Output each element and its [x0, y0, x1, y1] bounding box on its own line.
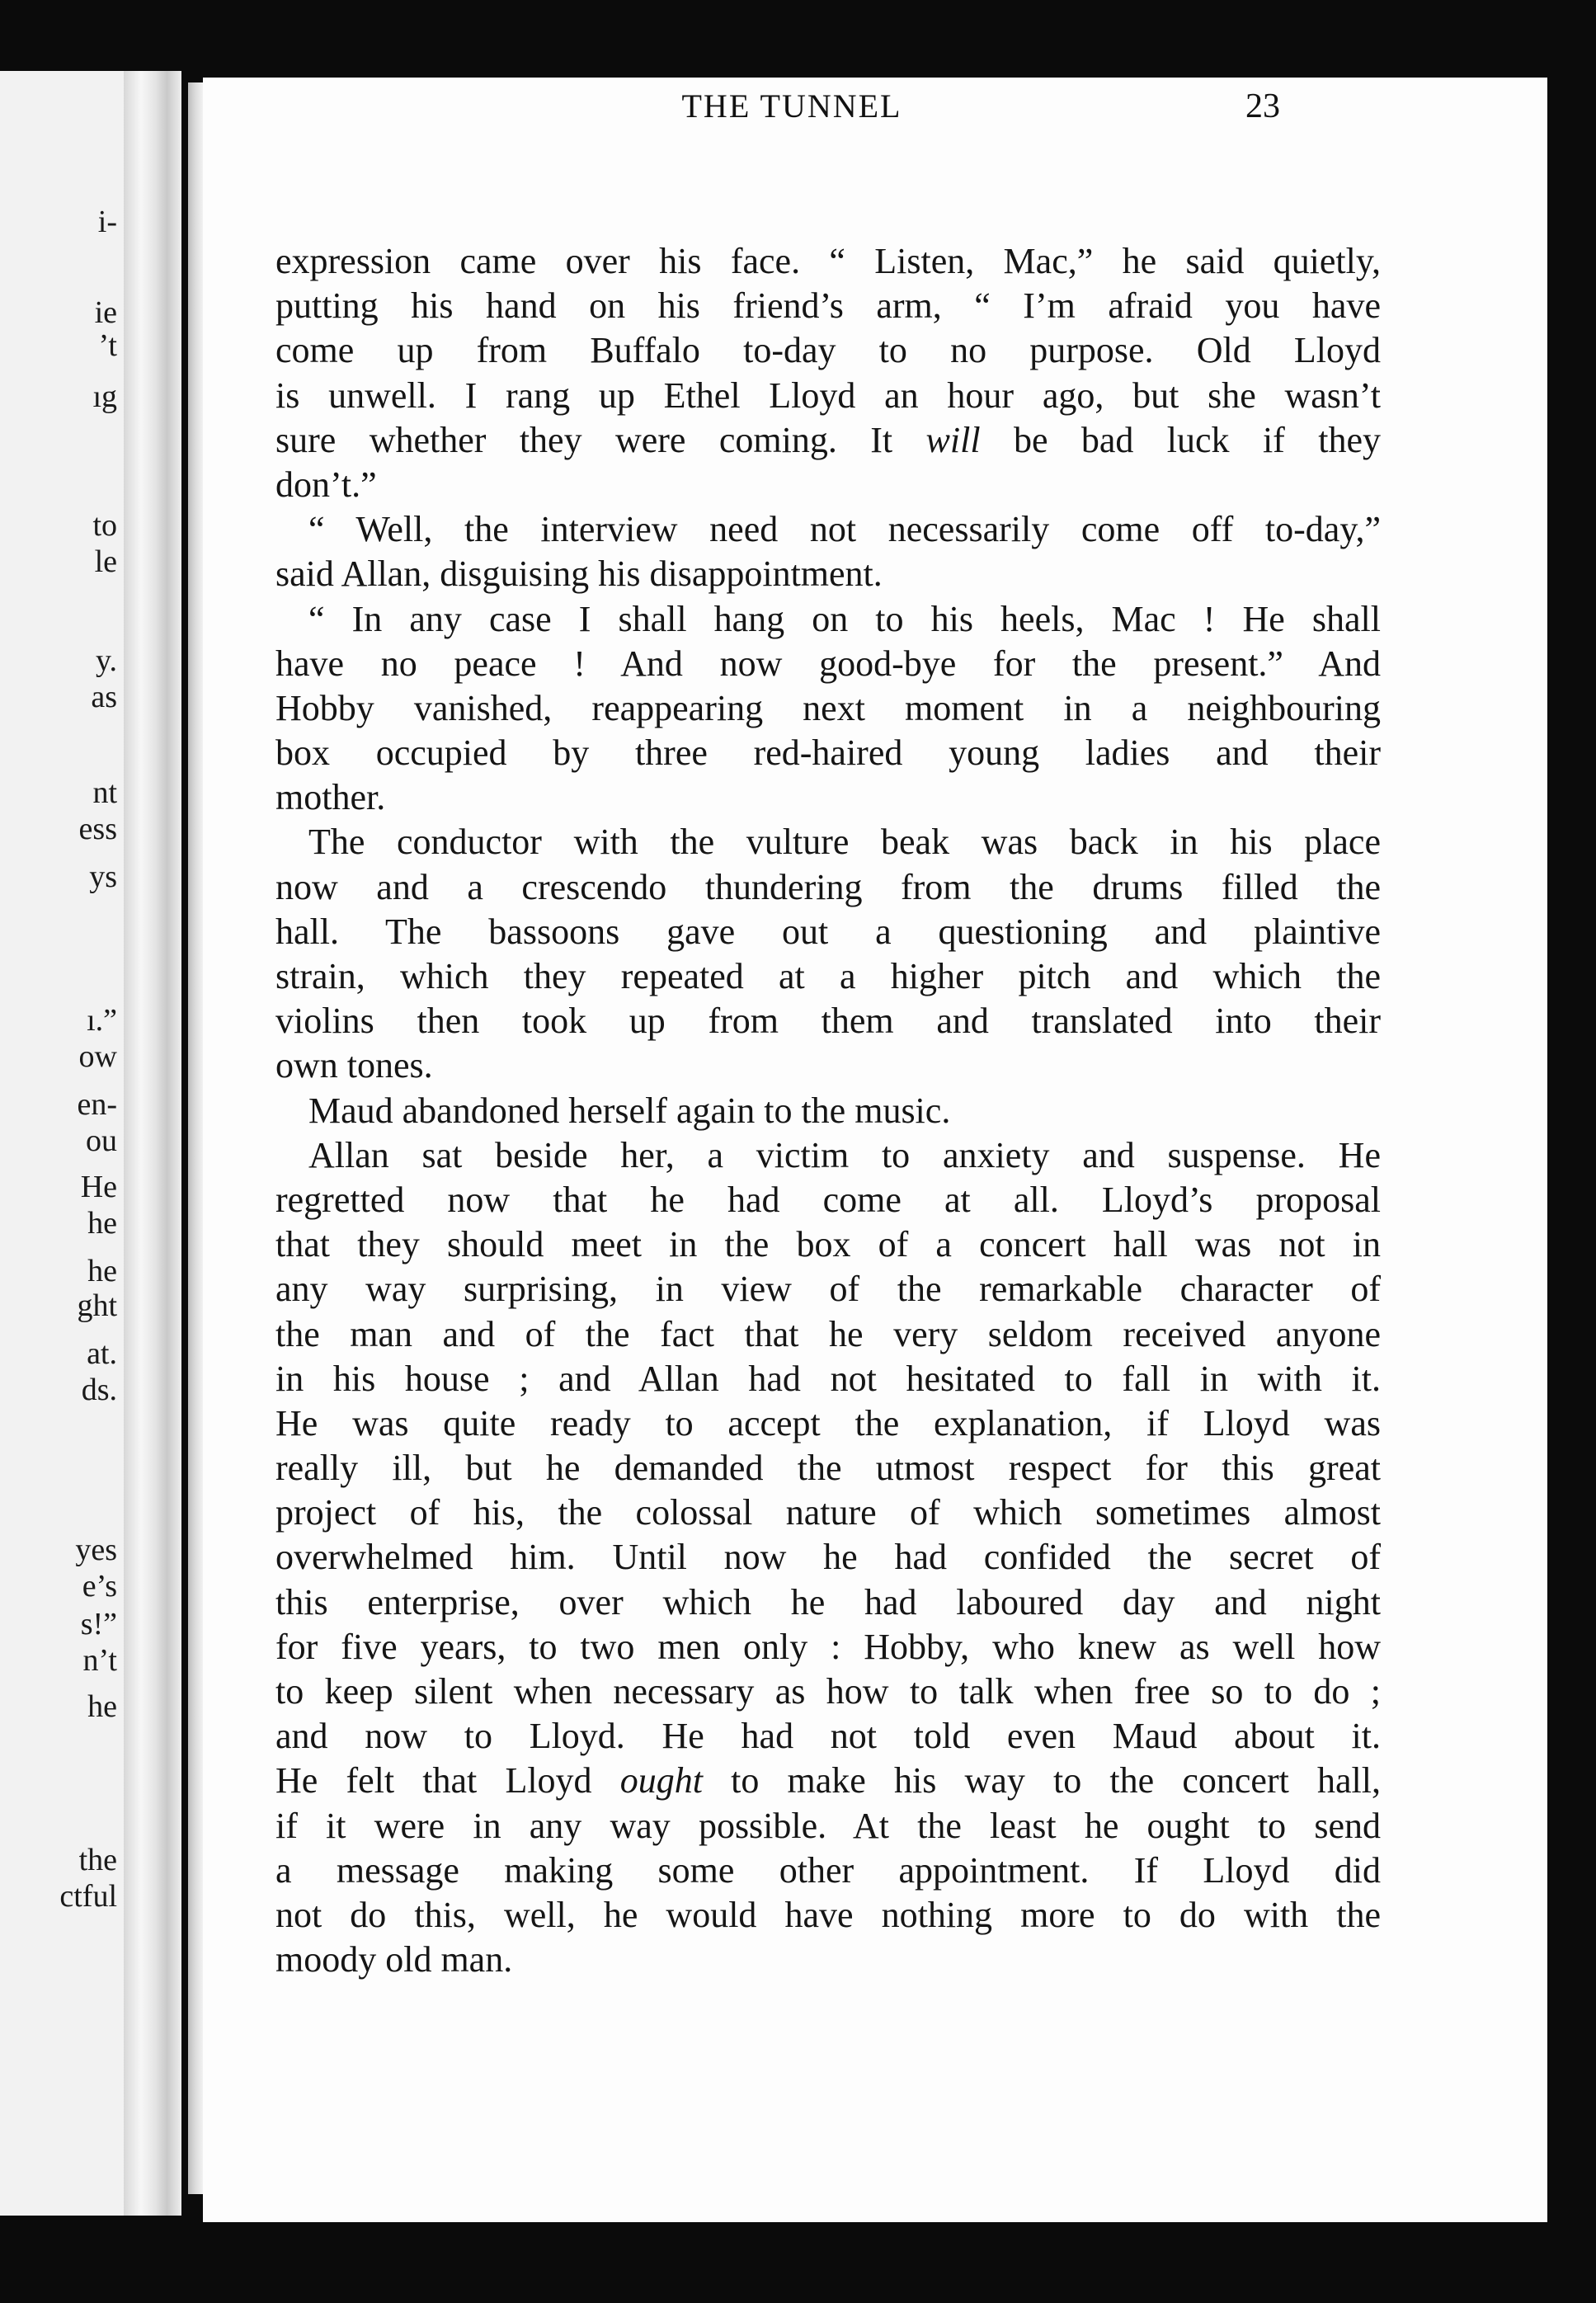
previous-page-line-fragment: ıg	[92, 379, 117, 414]
text-line: The conductor with the vulture beak was back in his place	[308, 822, 1381, 863]
previous-page-line-fragment: s!”	[80, 1607, 117, 1641]
previous-page-line-fragment: i-	[97, 205, 117, 239]
italic-emphasis: will	[925, 419, 981, 460]
text-line: in his house ; and Allan had not hesitated to fall in with it.	[275, 1358, 1381, 1399]
text-line: that they should meet in the box of a concert hall was not in	[275, 1224, 1381, 1265]
text-line: “ In any case I shall hang on to his heels, Mac ! He shall	[308, 598, 1381, 639]
text-segment: be bad luck if they	[980, 419, 1381, 460]
page-number: 23	[1245, 87, 1280, 125]
previous-page-line-fragment: ds.	[81, 1373, 117, 1407]
text-line: box occupied by three red-haired young ladies and their	[275, 732, 1381, 774]
text-line: putting his hand on his friend’s arm, “ I’m afraid you have	[275, 285, 1381, 327]
text-line: have no peace ! And now good-bye for the present.” And	[275, 643, 1381, 684]
text-segment: He felt that Lloyd	[275, 1760, 620, 1801]
text-line: now and a crescendo thundering from the drums filled the	[275, 866, 1381, 907]
previous-page-line-fragment: ght	[77, 1288, 117, 1323]
text-line: don’t.”	[275, 464, 377, 505]
text-line: if it were in any way possible. At the least he ought to send	[275, 1805, 1381, 1846]
previous-page-line-fragment: he	[87, 1254, 117, 1288]
previous-page-line-fragment: ou	[86, 1123, 117, 1158]
previous-page-line-fragment: e’s	[82, 1569, 117, 1604]
text-line: overwhelmed him. Until now he had confided the secret of	[275, 1537, 1381, 1578]
text-line	[275, 1759, 1381, 1803]
text-line: this enterprise, over which he had laboured day and night	[275, 1581, 1381, 1622]
text-line: “ Well, the interview need not necessarily come off to-day,”	[308, 509, 1381, 550]
previous-page-line-fragment: ’t	[98, 328, 117, 363]
previous-page-line-fragment: to	[92, 508, 117, 543]
text-line: project of his, the colossal nature of which sometimes almost	[275, 1492, 1381, 1533]
previous-page-line-fragment: as	[91, 680, 117, 714]
text-line: said Allan, disguising his disappointment.	[275, 553, 883, 595]
previous-page-line-fragment: y.	[95, 643, 117, 678]
running-title: THE TUNNEL	[681, 87, 902, 125]
text-line: hall. The bassoons gave out a questioning and plaintive	[275, 911, 1381, 952]
previous-page-line-fragment: ctful	[59, 1879, 117, 1914]
book-gutter	[124, 71, 181, 2216]
previous-page-line-fragment: yes	[75, 1533, 117, 1567]
text-line: come up from Buffalo to-day to no purpose. Old Lloyd	[275, 330, 1381, 371]
text-line: and now to Lloyd. He had not told even Maud about it.	[275, 1716, 1381, 1757]
body-text	[275, 239, 1381, 1982]
text-line: He was quite ready to accept the explanation, if Lloyd was	[275, 1402, 1381, 1443]
text-line: for five years, to two men only : Hobby, who knew as well how	[275, 1626, 1381, 1667]
text-line: regretted now that he had come at all. Lloyd’s proposal	[275, 1179, 1381, 1220]
previous-page-line-fragment: he	[87, 1689, 117, 1724]
previous-page-line-fragment: He	[80, 1170, 117, 1204]
text-line: violins then took up from them and translated into their	[275, 1001, 1381, 1042]
text-line: the man and of the fact that he very seldom received anyone	[275, 1313, 1381, 1354]
text-line: mother.	[275, 777, 386, 818]
text-line: a message making some other appointment. If Lloyd did	[275, 1849, 1381, 1891]
gutter-shadow	[188, 82, 203, 2194]
text-line: Maud abandoned herself again to the music.	[308, 1090, 951, 1131]
text-line: Allan sat beside her, a victim to anxiety and suspense. He	[308, 1134, 1381, 1175]
text-line: any way surprising, in view of the remarkable character of	[275, 1269, 1381, 1310]
previous-page-fragment	[0, 71, 124, 2216]
previous-page-line-fragment: ys	[89, 860, 117, 894]
text-line: to keep silent when necessary as how to talk when free so to do ;	[275, 1671, 1381, 1712]
text-segment: sure whether they were coming. It	[275, 419, 926, 460]
text-line: own tones.	[275, 1045, 433, 1086]
text-line: strain, which they repeated at a higher pitch and which the	[275, 956, 1381, 996]
text-line: moody old man.	[275, 1939, 513, 1980]
running-head	[470, 86, 1369, 127]
previous-page-line-fragment: the	[78, 1843, 117, 1877]
previous-page-line-fragment: ı.”	[87, 1003, 117, 1038]
text-line: is unwell. I rang up Ethel Lloyd an hour ago, but she wasn’t	[275, 374, 1381, 416]
text-line: Hobby vanished, reappearing next moment in a neighbouring	[275, 687, 1381, 728]
previous-page-line-fragment: nt	[92, 775, 117, 810]
text-line: not do this, well, he would have nothing more to do with the	[275, 1894, 1381, 1935]
previous-page-line-fragment: en-	[77, 1087, 117, 1122]
previous-page-line-fragment: ie	[94, 295, 117, 330]
previous-page-line-fragment: at.	[87, 1336, 117, 1371]
previous-page-line-fragment: le	[94, 544, 117, 579]
text-line: expression came over his face. “ Listen, Mac,” he said quietly,	[275, 241, 1381, 281]
italic-emphasis: ought	[619, 1760, 703, 1801]
previous-page-line-fragment: he	[87, 1206, 117, 1241]
text-segment: to make his way to the concert hall,	[702, 1760, 1381, 1801]
text-line: really ill, but he demanded the utmost respect for this great	[275, 1448, 1381, 1489]
text-line	[275, 418, 1381, 463]
previous-page-line-fragment: n’t	[82, 1643, 117, 1678]
previous-page-line-fragment: ow	[78, 1039, 117, 1074]
previous-page-line-fragment: ess	[78, 812, 117, 846]
